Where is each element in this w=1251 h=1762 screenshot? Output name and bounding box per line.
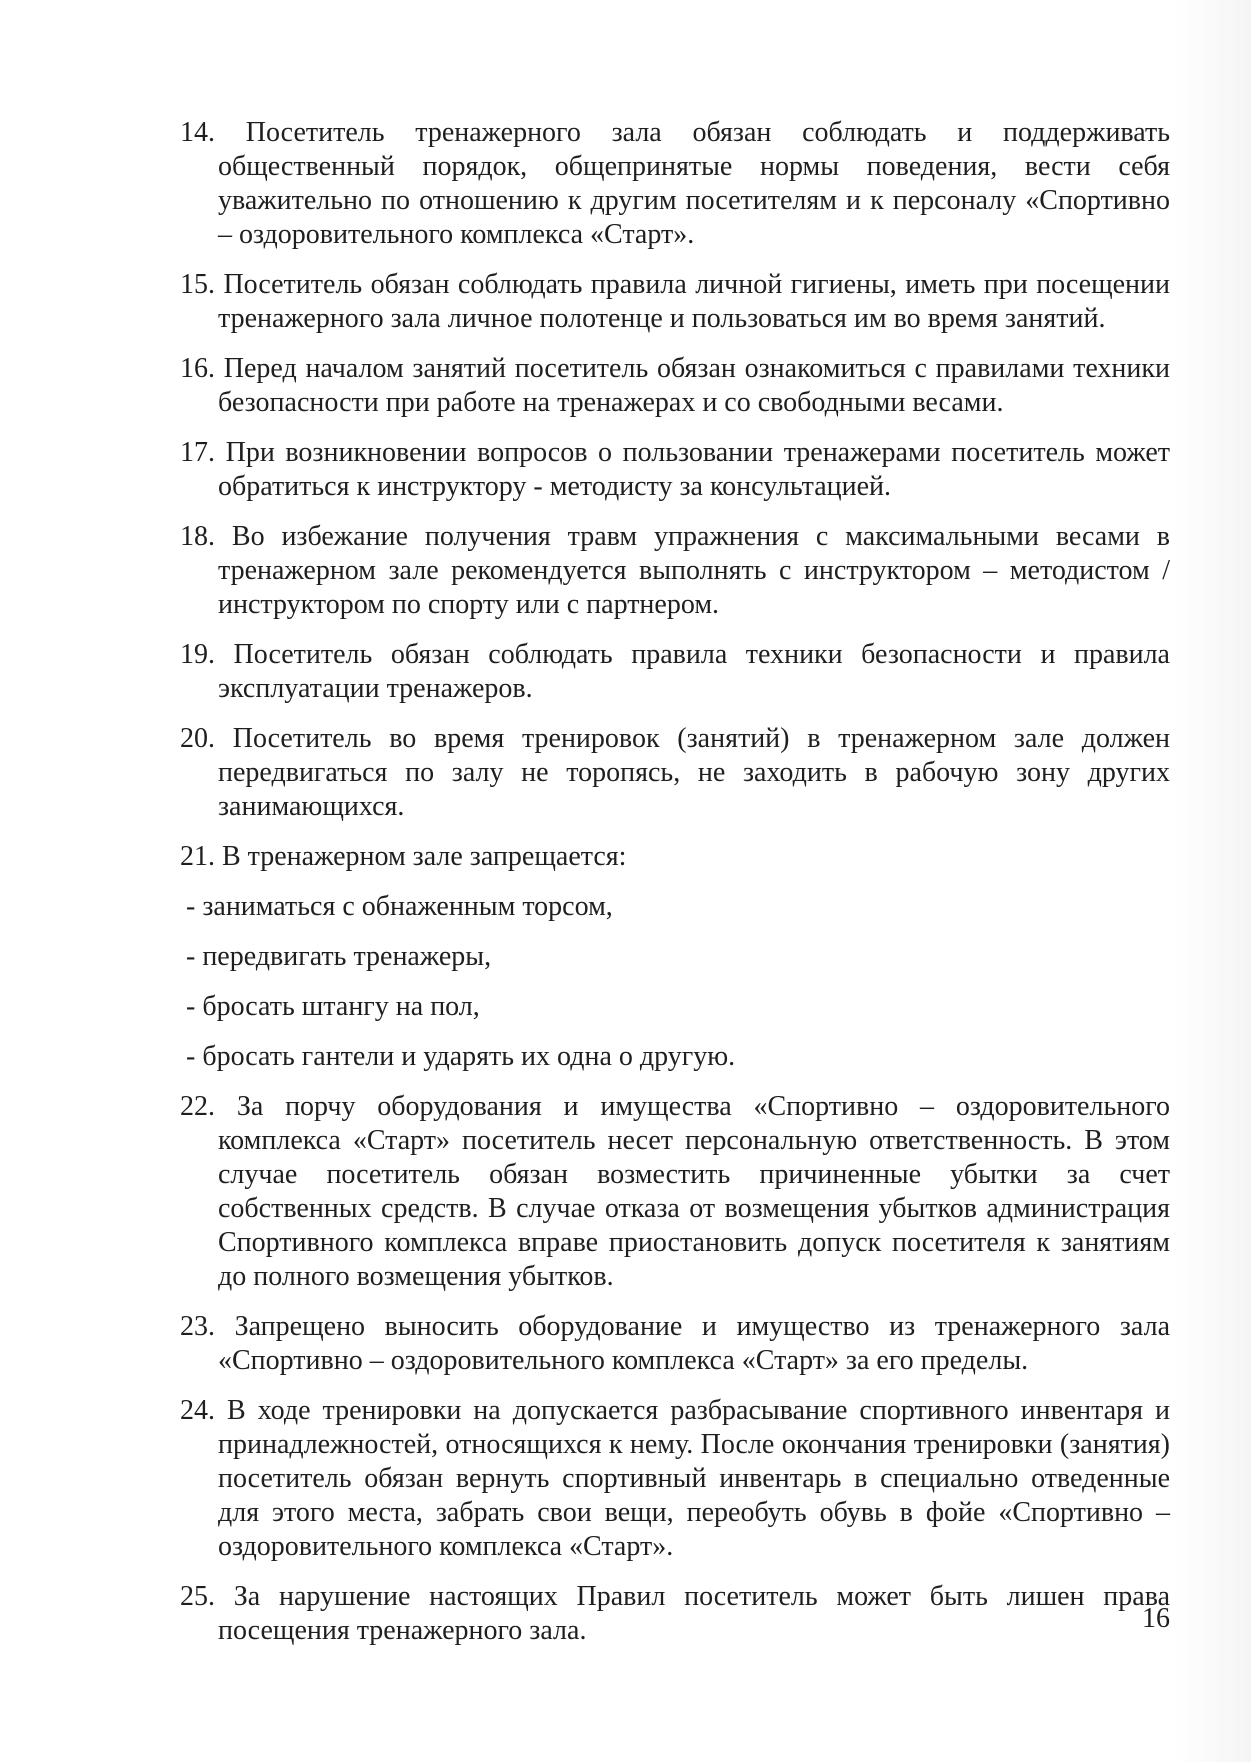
rule-number: 20.: [180, 723, 215, 754]
rule-text: Посетитель тренажерного зала обязан соблюдать и поддерживать общественный порядок, общепринятые нормы поведения, вести себя уважительно по отношению к другим посетителям и к персоналу «Спортивно – оздоровительного комплекса «Старт».: [218, 117, 1170, 250]
rule-number: 14.: [180, 117, 215, 148]
rule-item-17: [180, 436, 1170, 504]
rule-item-16: [180, 352, 1170, 420]
scan-edge-shadow: [1171, 0, 1251, 1762]
rule-item-18: [180, 520, 1170, 622]
rule-item-15: [180, 268, 1170, 336]
rule-item-20: [180, 722, 1170, 824]
rule-item-14: [180, 116, 1170, 252]
rule-text: В ходе тренировки на допускается разбрасывание спортивного инвентаря и принадлежностей, относящихся к нему. После окончания тренировки (занятия) посетитель обязан вернуть спортивный инвентарь в специально отведенные для этого места, забрать свои вещи, переобуть обувь в фойе «Спортивно – оздоровительного комплекса «Старт».: [218, 1395, 1171, 1562]
page-number: 16: [1142, 1603, 1170, 1634]
rule-number: 25.: [180, 1581, 215, 1612]
rule-number: 23.: [180, 1311, 215, 1342]
prohibition-item: - заниматься с обнаженным торсом,: [186, 891, 613, 922]
rule-number: 21.: [180, 841, 215, 872]
rule-number: 17.: [180, 437, 215, 468]
prohibition-item: - бросать штангу на пол,: [186, 991, 480, 1022]
rule-text: Запрещено выносить оборудование и имущество из тренажерного зала «Спортивно – оздоровительного комплекса «Старт» за его пределы.: [218, 1311, 1171, 1376]
rule-number: 22.: [180, 1091, 215, 1122]
rule-number: 24.: [180, 1395, 215, 1426]
rule-text: Во избежание получения травм упражнения с максимальными весами в тренажерном зале рекомендуется выполнять с инструктором – методистом / инструктором по спорту или с партнером.: [218, 521, 1171, 620]
rule-item-25: [180, 1580, 1170, 1648]
rule-text: Перед началом занятий посетитель обязан ознакомиться с правилами техники безопасности при работе на тренажерах и со свободными весами.: [218, 353, 1170, 418]
rule-number: 16.: [180, 353, 215, 384]
rule-number: 19.: [180, 639, 215, 670]
rule-item-19: [180, 638, 1170, 706]
rule-item-21: [180, 840, 1170, 874]
rule-text: За порчу оборудования и имущества «Спортивно – оздоровительного комплекса «Старт» посетитель несет персональную ответственность. В этом случае посетитель обязан возместить причиненные убытки за счет собственных средств. В случае отказа от возмещения убытков администрация Спортивного комплекса вправе приостановить допуск посетителя к занятиям до полного возмещения убытков.: [218, 1091, 1170, 1292]
rules-content: [180, 116, 1170, 1664]
rule-number: 15.: [180, 269, 215, 300]
rule-item-23: [180, 1310, 1170, 1378]
prohibition-item: - бросать гантели и ударять их одна о другую.: [186, 1041, 736, 1072]
rule-text: Посетитель обязан соблюдать правила техники безопасности и правила эксплуатации тренажеров.: [218, 639, 1170, 704]
rule-item-24: [180, 1394, 1170, 1564]
rule-text: В тренажерном зале запрещается:: [222, 841, 627, 872]
rule-text: При возникновении вопросов о пользовании тренажерами посетитель может обратиться к инструктору - методисту за консультацией.: [218, 437, 1170, 502]
rule-item-22: [180, 1090, 1170, 1294]
prohibition-item: - передвигать тренажеры,: [186, 941, 492, 972]
rule-text: Посетитель обязан соблюдать правила личной гигиены, иметь при посещении тренажерного зала личное полотенце и пользоваться им во время занятий.: [218, 269, 1171, 334]
rule-text: Посетитель во время тренировок (занятий) в тренажерном зале должен передвигаться по залу не торопясь, не заходить в рабочую зону других занимающихся.: [218, 723, 1170, 822]
rule-text: За нарушение настоящих Правил посетитель может быть лишен права посещения тренажерного зала.: [218, 1581, 1170, 1646]
rule-number: 18.: [180, 521, 215, 552]
